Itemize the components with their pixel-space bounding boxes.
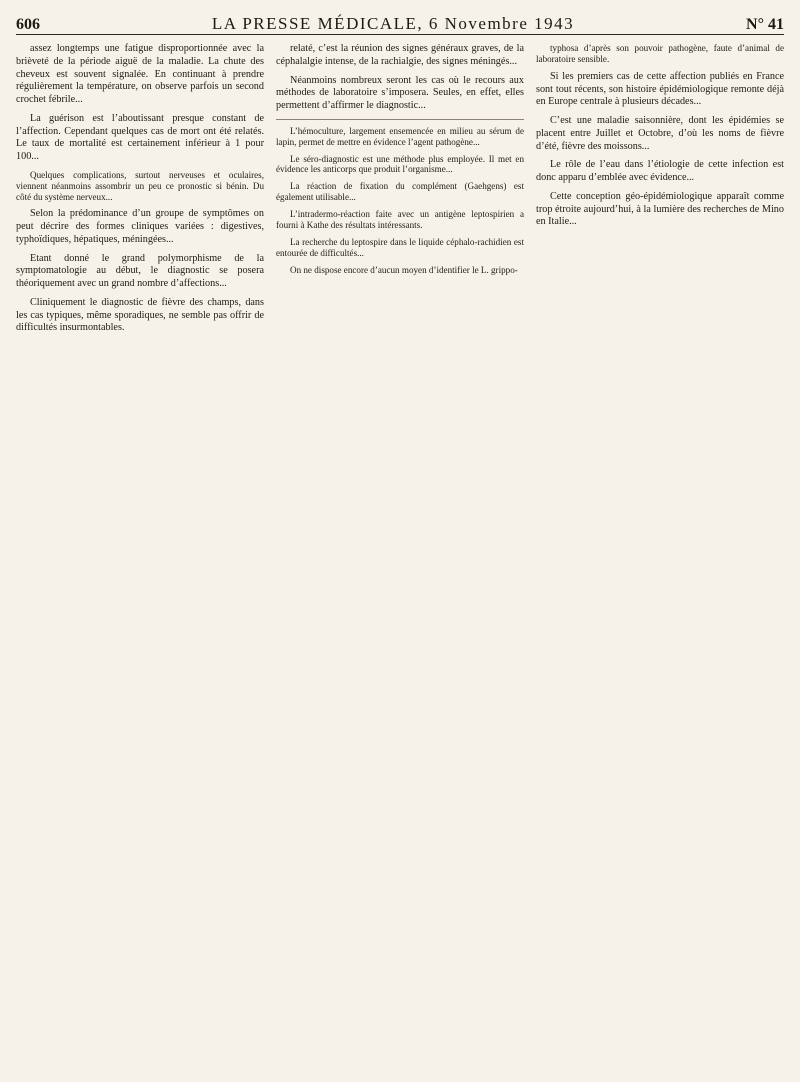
- paragraph: L’hémoculture, largement ensemencée en milieu au sérum de lapin, permet de mettre en évidence l’agent pathogène...: [276, 125, 524, 147]
- header: [16, 8, 784, 35]
- paragraph: Etant donné le grand polymorphisme de la symptomatologie au début, le diagnostic se posera théoriquement avec un grand nombre d’affections...: [16, 252, 264, 290]
- paragraph: Quelques complications, surtout nerveuses et oculaires, viennent néanmoins assombrir un peu ce pronostic si bénin. Du côté du système nerveux...: [16, 169, 264, 202]
- paragraph: typhosa d’après son pouvoir pathogène, faute d’animal de laboratoire sensible.: [536, 43, 784, 64]
- paragraph: Si les premiers cas de cette affection publiés en France sont tout récents, son histoire épidémiologique remonte déjà en Europe centrale à plusieurs décades...: [536, 70, 784, 108]
- page-number: 606: [16, 16, 40, 33]
- paragraph: assez longtemps une fatigue disproportionnée avec la brièveté de la période aiguë de la maladie. La chute des cheveux est souvent signalée. En continuant à prendre régulièrement la température, on observe parfois un second crochet fébrile...: [16, 43, 264, 105]
- paragraph: L’intradermo-réaction faite avec un antigène leptospirien a fourni à Kathe des résultats intéressants.: [276, 209, 524, 231]
- paragraph: C’est une maladie saisonnière, dont les épidémies se placent entre Juillet et Octobre, d’où les noms de fièvre d’été, fièvre des moissons...: [536, 115, 784, 152]
- divider: [276, 119, 524, 120]
- journal-title: LA PRESSE MÉDICALE, 6 Novembre 1943: [211, 14, 575, 33]
- paragraph: La réaction de fixation du complément (Gaehgens) est également utilisable...: [276, 181, 524, 203]
- paragraph: Cette conception géo-épidémiologique apparaît comme trop étroite aujourd’hui, à la lumière des recherches de Mino en Italie...: [536, 190, 784, 228]
- paragraph: Le séro-diagnostic est une méthode plus employée. Il met en évidence les anticorps que produit l’organisme...: [276, 153, 524, 175]
- paragraph: Selon la prédominance d’un groupe de symptômes on peut décrire des formes cliniques variées : digestives, typhoïdiques, hépatiques, méningées...: [16, 208, 264, 245]
- paragraph: Le rôle de l’eau dans l’étiologie de cette infection est donc apparu d’emblée avec évidence...: [536, 159, 784, 184]
- paragraph: relaté, c’est la réunion des signes généraux graves, de la céphalalgie intense, de la rachialgie, des signes méningés...: [276, 43, 524, 67]
- paragraph: La recherche du leptospire dans le liquide céphalo-rachidien est entourée de difficultés...: [276, 237, 524, 258]
- column-3: [536, 43, 784, 1078]
- article-columns: [16, 43, 784, 1078]
- paragraph: On ne dispose encore d’aucun moyen d’identifier le L. grippo-: [290, 264, 518, 275]
- issue-number: N° 41: [746, 16, 784, 33]
- paragraph: Cliniquement le diagnostic de fièvre des champs, dans les cas typiques, même sporadiques, ne semble pas offrir de difficultés insurmontables.: [16, 296, 264, 334]
- paragraph: Néanmoins nombreux seront les cas où le recours aux méthodes de laboratoire s’imposera. Seules, en effet, elles permettent d’affirmer le diagnostic...: [276, 74, 524, 111]
- column-2: [276, 43, 524, 1078]
- paragraph: La guérison est l’aboutissant presque constant de l’affection. Cependant quelques cas de mort ont été relatés. Le taux de mortalité est certainement inférieur à 1 pour 100...: [16, 112, 264, 162]
- column-1: [16, 43, 264, 1078]
